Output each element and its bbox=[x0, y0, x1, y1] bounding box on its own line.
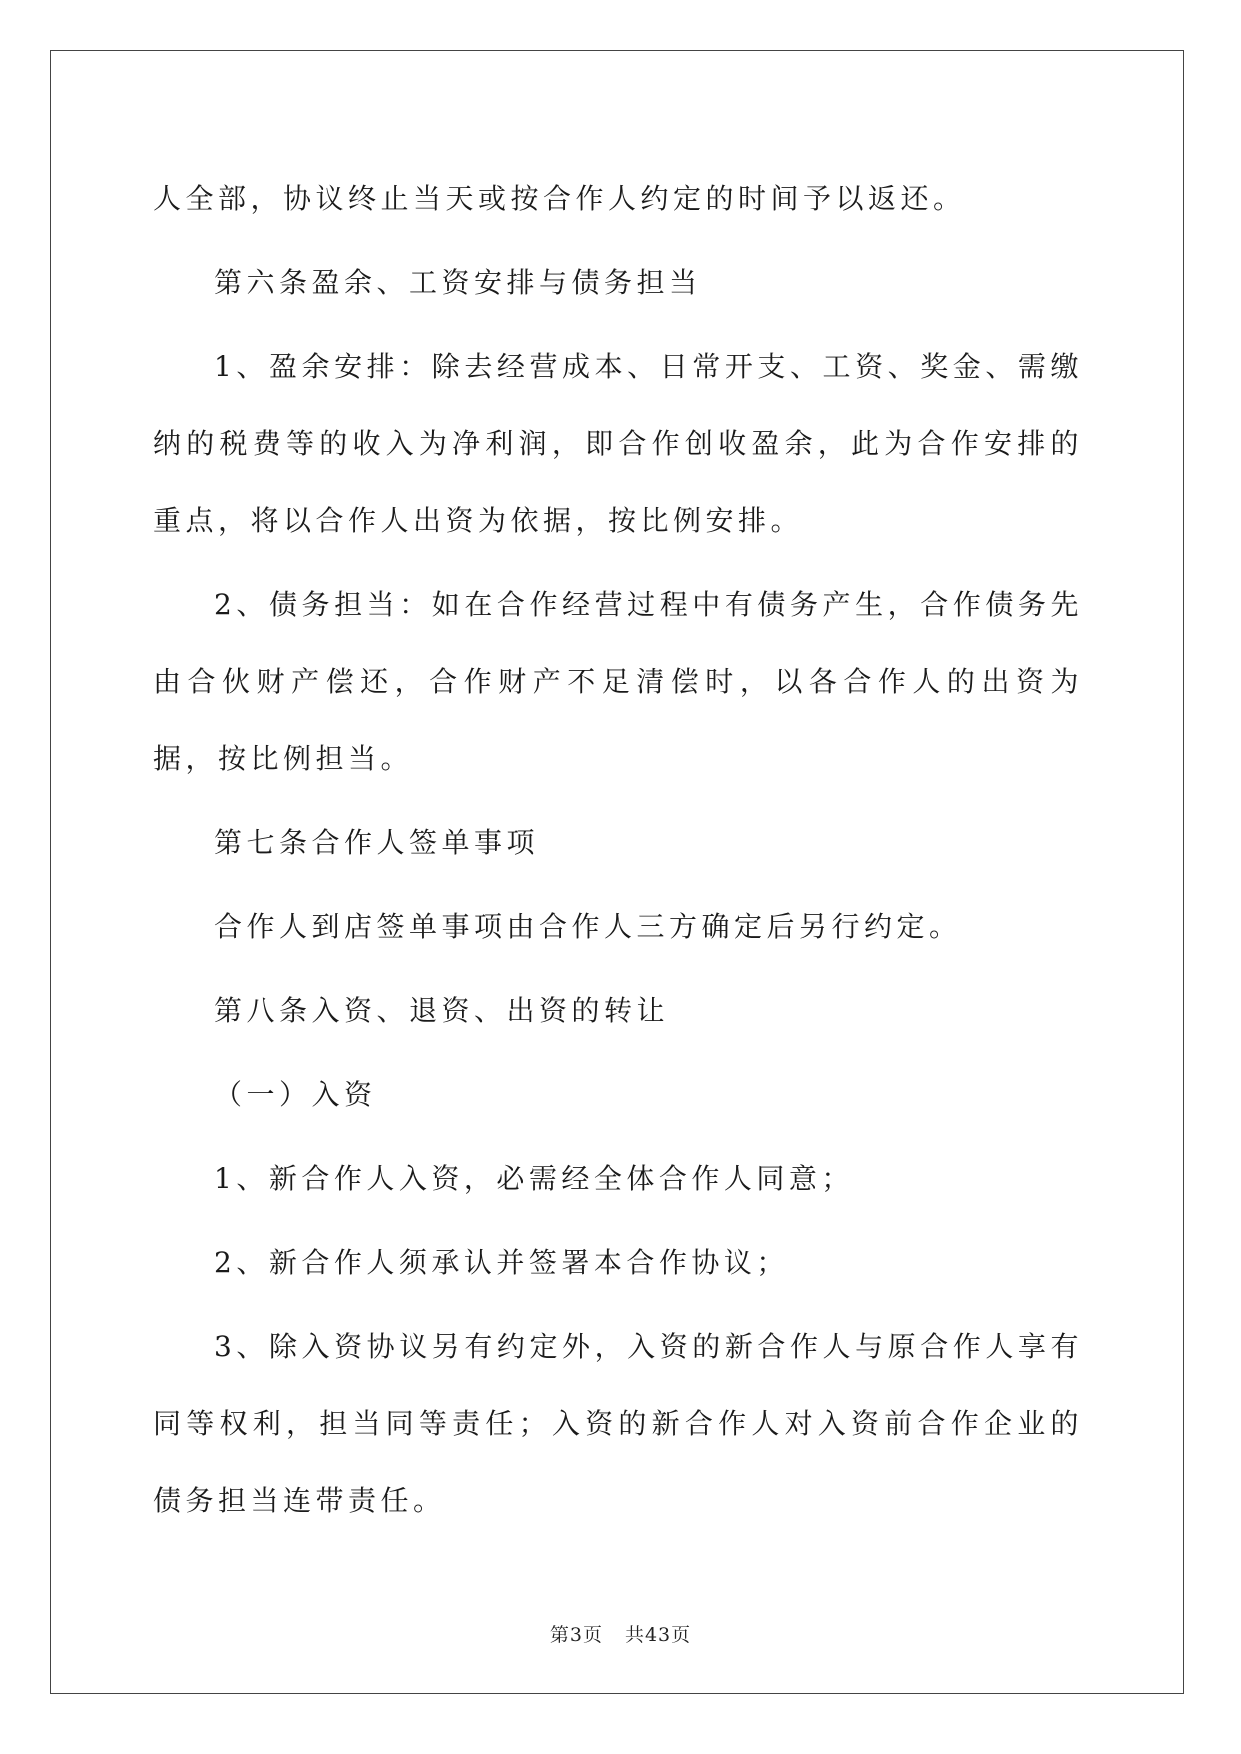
list-item: 1、新合作人入资，必需经全体合作人同意； bbox=[214, 1162, 854, 1195]
list-item: 3、除入资协议另有约定外，入资的新合作人与原合作人享有同等权利，担当同等责任；入资的新合作人对入资前合作企业的债务担当连带责任。 bbox=[153, 1330, 1083, 1517]
document-body bbox=[153, 160, 1083, 1546]
section-heading: 第八条入资、退资、出资的转让 bbox=[214, 994, 670, 1027]
section-heading: 第六条盈余、工资安排与债务担当 bbox=[214, 266, 702, 299]
list-item: 2、新合作人须承认并签署本合作协议； bbox=[214, 1246, 789, 1279]
subsection-heading: （一）入资 bbox=[214, 1078, 377, 1111]
section-heading: 第七条合作人签单事项 bbox=[214, 826, 540, 859]
paragraph: 2、债务担当：如在合作经营过程中有债务产生，合作债务先由合伙财产偿还，合作财产不足清偿时，以各合作人的出资为据，按比例担当。 bbox=[153, 588, 1083, 775]
page-footer bbox=[0, 1620, 1241, 1647]
page-number: 第3页 bbox=[549, 1624, 603, 1646]
paragraph: 合作人到店签单事项由合作人三方确定后另行约定。 bbox=[214, 910, 962, 943]
paragraph: 人全部，协议终止当天或按合作人约定的时间予以返还。 bbox=[153, 182, 966, 215]
paragraph: 1、盈余安排：除去经营成本、日常开支、工资、奖金、需缴纳的税费等的收入为净利润，即合作创收盈余，此为合作安排的重点，将以合作人出资为依据，按比例安排。 bbox=[153, 350, 1083, 537]
page-total: 共43页 bbox=[624, 1624, 692, 1646]
